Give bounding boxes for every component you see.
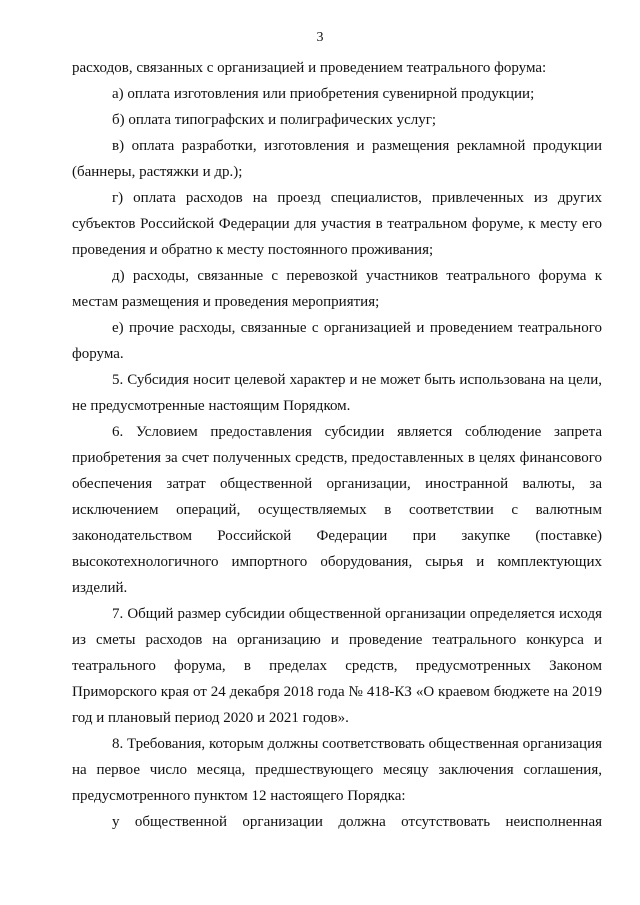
body-text bbox=[72, 55, 602, 835]
paragraph-clause-6: 6. Условием предоставления субсидии является соблюдение запрета приобретения за счет полученных средств, предоставленных в целях финансового обеспечения затрат общественной организации, иностранной валюты, за исключением операций, осуществляемых в соответствии с валютным законодательством Российской Федерации при закупке (поставке) высокотехнологичного импортного оборудования, сырья и комплектующих изделий. bbox=[72, 424, 602, 596]
paragraph-clause-7: 7. Общий размер субсидии общественной организации определяется исходя из сметы расходов на организацию и проведение театрального конкурса и театрального форума, в пределах средств, предусмотренных Законом Приморского края от 24 декабря 2018 года № 418-КЗ «О краевом бюджете на 2019 год и плановый период 2020 и 2021 годов». bbox=[72, 606, 602, 726]
page-number: 3 bbox=[316, 30, 324, 45]
paragraph-item-b: б) оплата типографских и полиграфических услуг; bbox=[112, 112, 437, 128]
paragraph-item-v: в) оплата разработки, изготовления и размещения рекламной продукции (баннеры, растяжки и др.); bbox=[72, 138, 602, 180]
paragraph-intro-continuation: расходов, связанных с организацией и проведением театрального форума: bbox=[72, 60, 547, 76]
paragraph-item-g: г) оплата расходов на проезд специалистов, привлеченных из других субъектов Российской Федерации для участия в театральном форуме, к месту его проведения и обратно к месту постоянного проживания; bbox=[72, 190, 602, 258]
paragraph-clause-8-continuation: у общественной организации должна отсутствовать неисполненная bbox=[112, 814, 602, 830]
paragraph-item-d: д) расходы, связанные с перевозкой участников театрального форума к местам размещения и проведения мероприятия; bbox=[72, 268, 602, 310]
paragraph-clause-8: 8. Требования, которым должны соответствовать общественная организация на первое число месяца, предшествующего месяцу заключения соглашения, предусмотренного пунктом 12 настоящего Порядка: bbox=[72, 736, 602, 804]
paragraph-item-a: а) оплата изготовления или приобретения сувенирной продукции; bbox=[112, 86, 535, 102]
paragraph-clause-5: 5. Субсидия носит целевой характер и не может быть использована на цели, не предусмотренные настоящим Порядком. bbox=[72, 372, 602, 414]
paragraph-item-e: е) прочие расходы, связанные с организацией и проведением театрального форума. bbox=[72, 320, 602, 362]
